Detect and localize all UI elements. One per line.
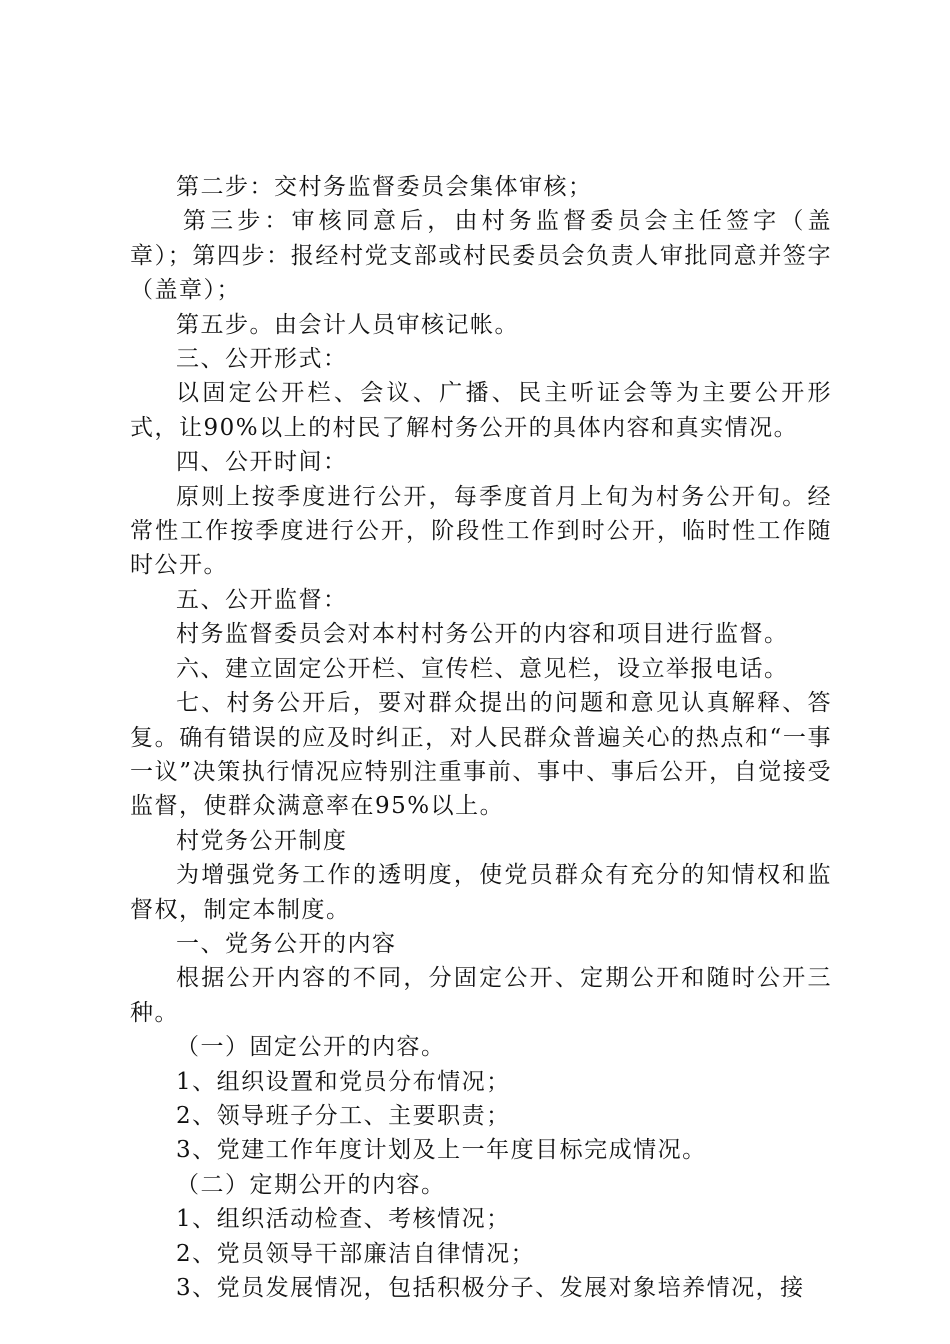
paragraph-party-types: 根据公开内容的不同，分固定公开、定期公开和随时公开三种。 <box>130 965 832 1026</box>
paragraph-step-five: 第五步。由会计人员审核记帐。 <box>176 311 519 338</box>
paragraph-step-two: 第二步：交村务监督委员会集体审核； <box>176 174 593 200</box>
heading-disclosure-supervision: 五、公开监督： <box>176 586 348 613</box>
heading-disclosure-form: 三、公开形式： <box>176 346 348 373</box>
section-title-party-affairs: 村党务公开制度 <box>176 827 348 854</box>
list-item-periodic-1: 1、组织活动检查、考核情况； <box>176 1206 511 1233</box>
paragraph-disclosure-supervision: 村务监督委员会对本村村务公开的内容和项目进行监督。 <box>176 621 789 648</box>
paragraph-party-intro: 为增强党务工作的透明度，使党员群众有充分的知情权和监督权，制定本制度。 <box>130 862 832 923</box>
heading-periodic-disclosure: （二）定期公开的内容。 <box>176 1171 446 1198</box>
paragraph-item-seven: 七、村务公开后，要对群众提出的问题和意见认真解释、答复。确有错误的应及时纠正，对人民群众普遍关心的热点和“一事一议”决策执行情况应特别注重事前、事中、事后公开，自觉接受监督，使群众满意率在95%以上。 <box>130 690 832 820</box>
list-item-fixed-3: 3、党建工作年度计划及上一年度目标完成情况。 <box>176 1137 707 1164</box>
heading-party-content: 一、党务公开的内容 <box>176 930 397 957</box>
heading-fixed-disclosure: （一）固定公开的内容。 <box>176 1034 446 1061</box>
paragraph-item-six: 六、建立固定公开栏、宣传栏、意见栏，设立举报电话。 <box>176 655 789 682</box>
list-item-periodic-3: 3、党员发展情况，包括积极分子、发展对象培养情况，接 <box>176 1275 805 1301</box>
heading-disclosure-time: 四、公开时间： <box>176 449 348 476</box>
list-item-fixed-1: 1、组织设置和党员分布情况； <box>176 1068 511 1095</box>
paragraph-step-three-four: 第三步：审核同意后，由村务监督委员会主任签字（盖章）；第四步：报经村党支部或村民委员会负责人审批同意并签字（盖章）； <box>130 208 832 304</box>
document-body <box>130 170 832 1305</box>
list-item-periodic-2: 2、党员领导干部廉洁自律情况； <box>176 1240 536 1267</box>
list-item-fixed-2: 2、领导班子分工、主要职责； <box>176 1102 511 1129</box>
paragraph-disclosure-form: 以固定公开栏、会议、广播、民主听证会等为主要公开形式，让90%以上的村民了解村务公开的具体内容和真实情况。 <box>130 380 832 441</box>
paragraph-disclosure-time: 原则上按季度进行公开，每季度首月上旬为村务公开旬。经常性工作按季度进行公开，阶段性工作到时公开，临时性工作随时公开。 <box>130 483 832 579</box>
